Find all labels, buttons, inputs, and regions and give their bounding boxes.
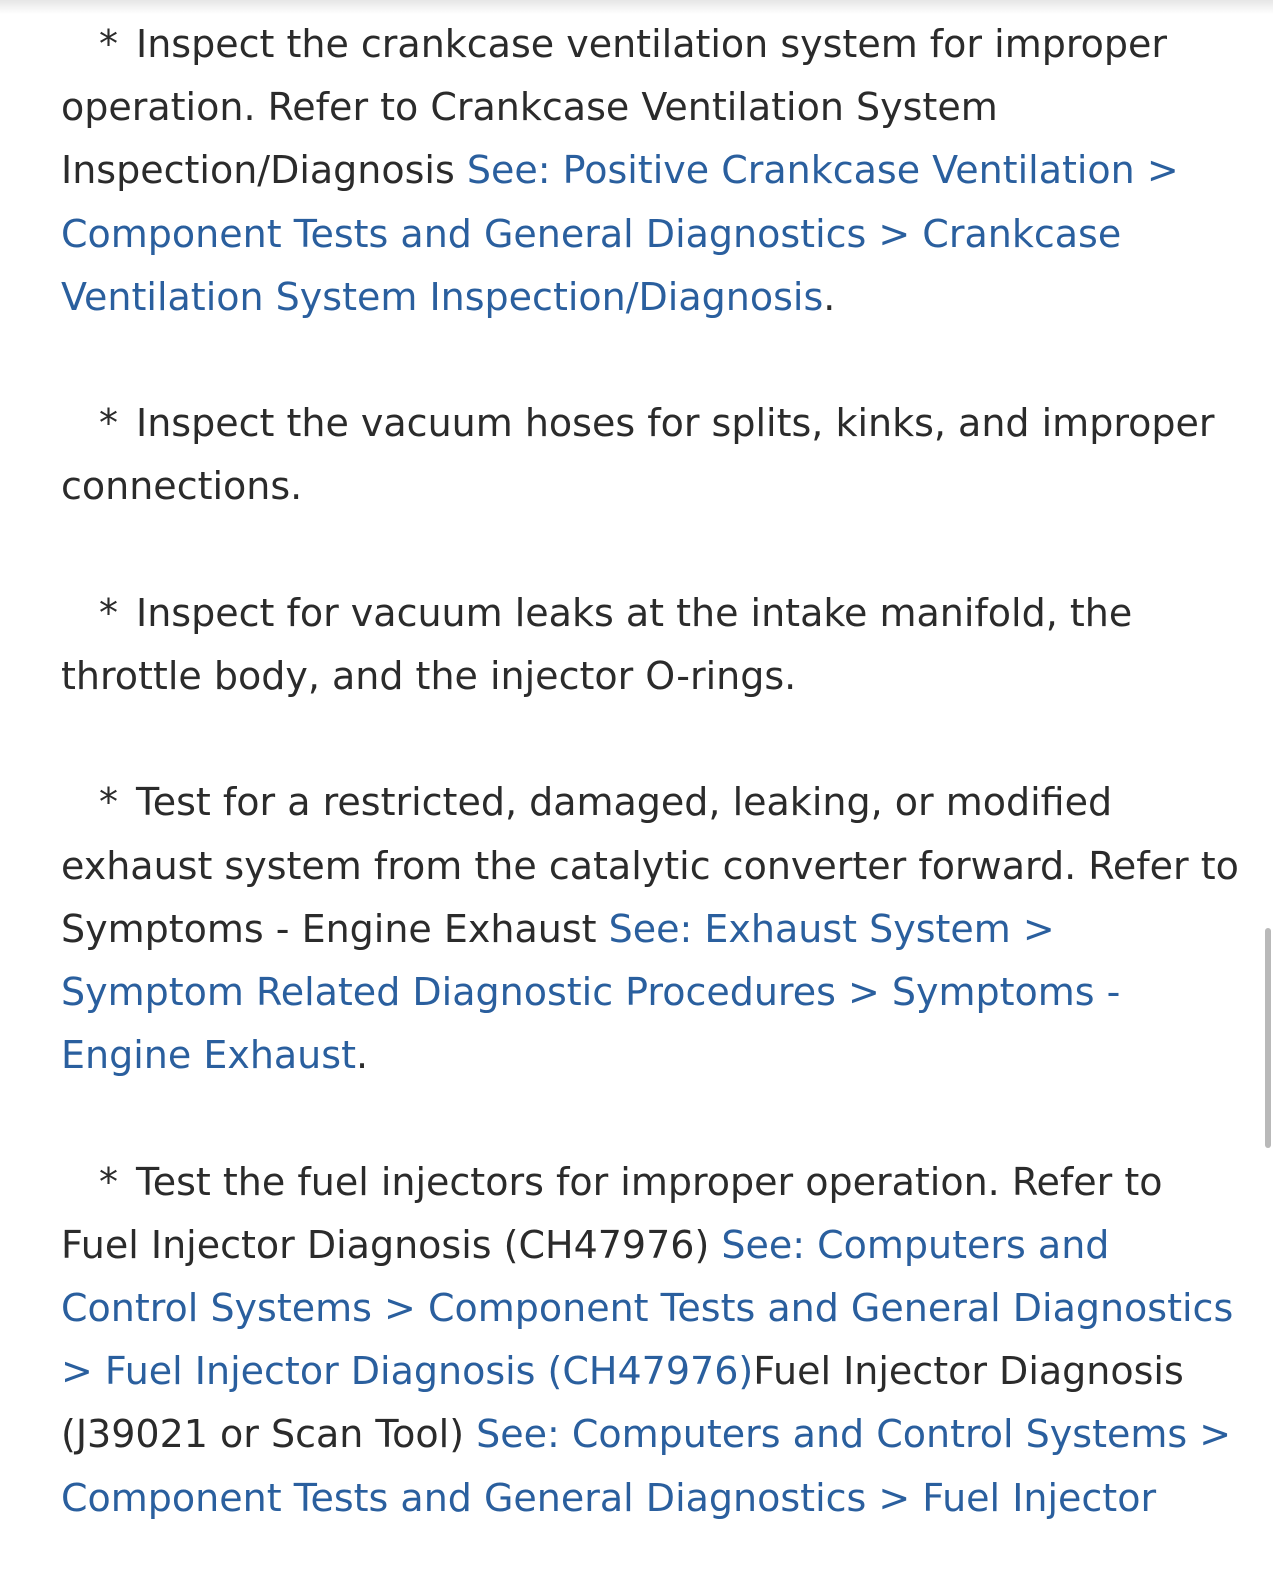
list-item [61, 1151, 1241, 1530]
item-text: Test the fuel injectors for improper operation. Refer to Fuel Injector Diagnosis (CH47976) [61, 1159, 1163, 1267]
item-text-middle: Fuel Injector Diagnosis (J39021 or Scan Tool) [61, 1349, 1184, 1457]
item-text: Test for a restricted, damaged, leaking, or modified exhaust system from the catalytic converter forward. Refer to Symptoms - Engine Exhaust [61, 780, 1239, 951]
bullet-star: * [99, 780, 118, 825]
list-item [61, 13, 1241, 329]
item-text: Inspect for vacuum leaks at the intake manifold, the throttle body, and the injector O-rings. [61, 590, 1133, 698]
bullet-star: * [99, 401, 118, 446]
bullet-star: * [99, 1159, 118, 1204]
crankcase-ventilation-link[interactable]: See: Positive Crankcase Ventilation > Component Tests and General Diagnostics > Crankcase Ventilation System Inspection/Diagnosis [61, 148, 1179, 319]
exhaust-system-link[interactable]: See: Exhaust System > Symptom Related Diagnostic Procedures > Symptoms - Engine Exhaust [61, 906, 1121, 1078]
list-item [61, 392, 1241, 518]
list-item [61, 582, 1241, 708]
bullet-star: * [99, 590, 118, 635]
document-body [61, 13, 1241, 1593]
scrollbar-thumb[interactable] [1265, 928, 1271, 1148]
top-shadow [0, 0, 1273, 14]
bullet-star: * [99, 22, 118, 66]
item-text-end: . [823, 274, 836, 319]
fuel-injector-j39021-link[interactable]: See: Computers and Control Systems > Component Tests and General Diagnostics > Fuel Injector [61, 1412, 1232, 1520]
item-text-end: . [355, 1033, 369, 1078]
fuel-injector-ch47976-link[interactable]: See: Computers and Control Systems > Component Tests and General Diagnostics > Fuel Injector Diagnosis (CH47976) [61, 1222, 1234, 1394]
item-text: Inspect the crankcase ventilation system for improper operation. Refer to Crankcase Ventilation System Inspection/Diagnosis [61, 22, 1167, 193]
list-item [61, 771, 1241, 1087]
item-text: Inspect the vacuum hoses for splits, kinks, and improper connections. [61, 401, 1215, 509]
